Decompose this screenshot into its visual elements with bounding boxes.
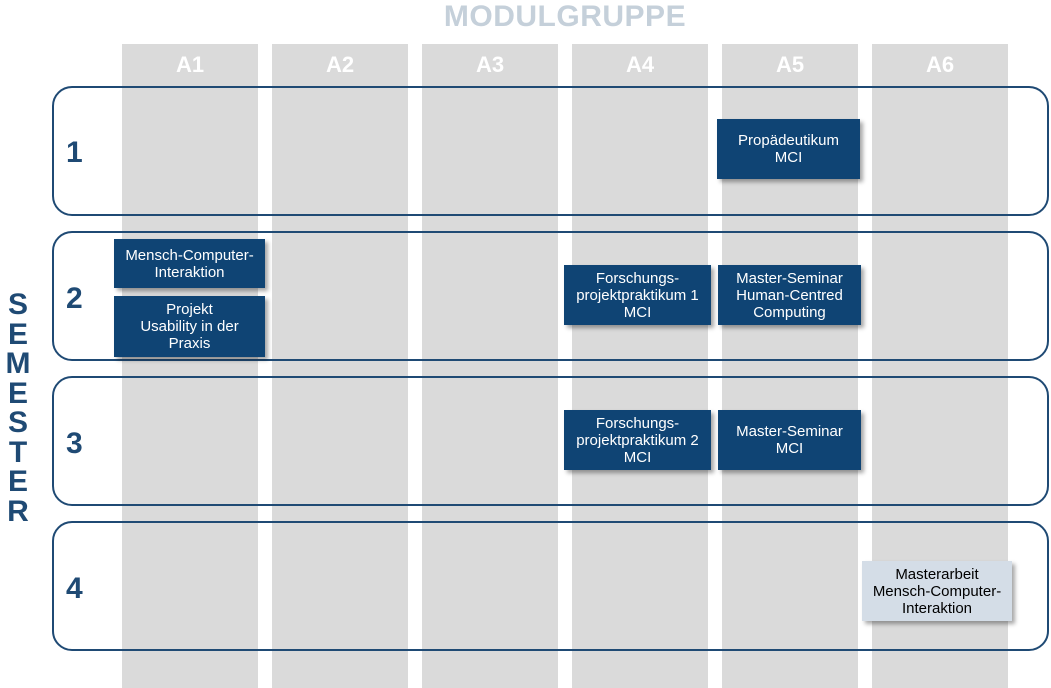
module-line: MCI	[775, 440, 804, 457]
module-line: Forschungs-	[595, 414, 680, 432]
module-line: Computing	[753, 303, 826, 321]
module-line: Interaktion	[154, 263, 225, 281]
semester-axis-label	[4, 290, 32, 526]
diagram-title: MODULGRUPPE	[443, 0, 687, 33]
module-line: Interaktion	[901, 599, 973, 617]
semester-row-1	[52, 86, 1049, 216]
column-label: A2	[325, 52, 355, 77]
semester-label: 2	[66, 282, 83, 315]
semester-axis-letter: T	[8, 435, 28, 469]
semester-axis-letter: M	[5, 347, 31, 380]
module-line: Forschungs-	[595, 269, 680, 287]
module-forschungsprojektpraktikum-1	[564, 265, 711, 325]
module-line: projektpraktikum 2	[576, 431, 699, 449]
module-mensch-computer-interaktion	[114, 239, 265, 288]
module-line: Praxis	[168, 335, 211, 352]
semester-label: 4	[66, 572, 83, 605]
module-line: Mensch-Computer-	[125, 246, 254, 264]
column-label: A1	[175, 52, 205, 77]
module-line: Usability in der	[140, 318, 239, 335]
module-line: Human-Centred	[736, 286, 843, 304]
module-master-seminar-mci	[718, 410, 861, 470]
module-line: Masterarbeit	[895, 565, 979, 583]
column-label: A6	[925, 52, 955, 77]
semester-row-3	[52, 376, 1049, 506]
module-line: Projekt	[166, 301, 213, 318]
semester-axis-letter: S	[7, 288, 28, 321]
semester-axis-letter: S	[7, 406, 28, 439]
column-label: A5	[775, 52, 805, 77]
semester-axis-letter: E	[7, 376, 28, 410]
module-master-seminar-hcc	[718, 265, 861, 325]
semester-axis-letter: R	[7, 494, 29, 528]
module-line: Mensch-Computer-	[872, 582, 1002, 600]
module-line: projektpraktikum 1	[576, 286, 699, 304]
column-label: A4	[625, 52, 655, 77]
module-line: MCI	[623, 303, 652, 321]
module-line: Master-Seminar	[736, 269, 843, 287]
module-line: Master-Seminar	[736, 423, 843, 440]
module-projekt-usability	[114, 296, 265, 357]
column-label: A3	[475, 52, 505, 77]
module-line: MCI	[774, 149, 803, 166]
semester-axis-letter: E	[7, 465, 28, 498]
module-masterarbeit	[862, 561, 1012, 621]
module-line: MCI	[623, 448, 652, 466]
module-line: Propädeutikum	[738, 132, 839, 149]
module-forschungsprojektpraktikum-2	[564, 410, 711, 470]
semester-label: 3	[66, 427, 83, 460]
semester-label: 1	[66, 136, 83, 169]
semester-axis-letter: E	[7, 317, 28, 351]
module-propaedeutikum	[717, 119, 860, 179]
